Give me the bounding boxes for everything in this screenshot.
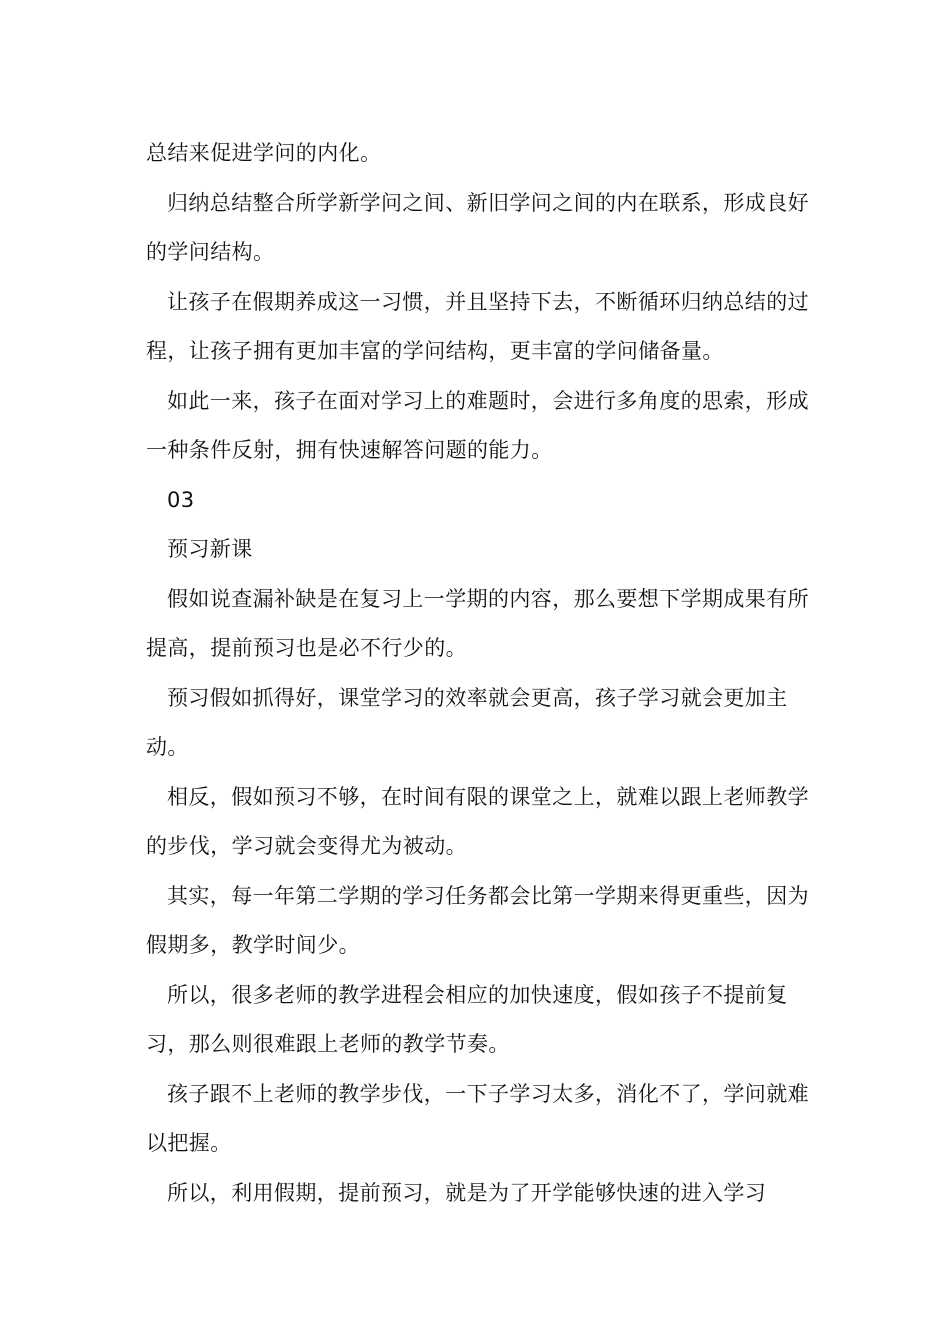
paragraph: 所以，利用假期，提前预习，就是为了开学能够快速的进入学习	[167, 1180, 767, 1205]
document-body	[146, 129, 810, 1218]
paragraph: 假如说查漏补缺是在复习上一学期的内容，那么要想下学期成果有所提高，提前预习也是必不行少的。	[146, 586, 809, 660]
paragraph: 其实，每一年第二学期的学习任务都会比第一学期来得更重些，因为假期多，教学时间少。	[146, 883, 809, 957]
paragraph: 孩子跟不上老师的教学步伐，一下子学习太多，消化不了，学问就难以把握。	[146, 1081, 809, 1155]
section-heading: 预习新课	[167, 537, 253, 561]
paragraph: 如此一来，孩子在面对学习上的难题时，会进行多角度的思索，形成一种条件反射，拥有快速解答问题的能力。	[146, 388, 809, 462]
paragraph: 归纳总结整合所学新学问之间、新旧学问之间的内在联系，形成良好的学问结构。	[146, 190, 809, 264]
paragraph: 让孩子在假期养成这一习惯，并且坚持下去，不断循环归纳总结的过程，让孩子拥有更加丰富的学问结构，更丰富的学问储备量。	[146, 289, 809, 363]
paragraph: 所以，很多老师的教学进程会相应的加快速度，假如孩子不提前复习，那么则很难跟上老师的教学节奏。	[146, 982, 788, 1056]
section-number: 03	[167, 487, 195, 512]
paragraph: 总结来促进学问的内化。	[146, 141, 382, 165]
paragraph: 相反，假如预习不够，在时间有限的课堂之上，就难以跟上老师教学的步伐，学习就会变得尤为被动。	[146, 784, 809, 858]
paragraph: 预习假如抓得好，课堂学习的效率就会更高，孩子学习就会更加主动。	[146, 685, 788, 759]
